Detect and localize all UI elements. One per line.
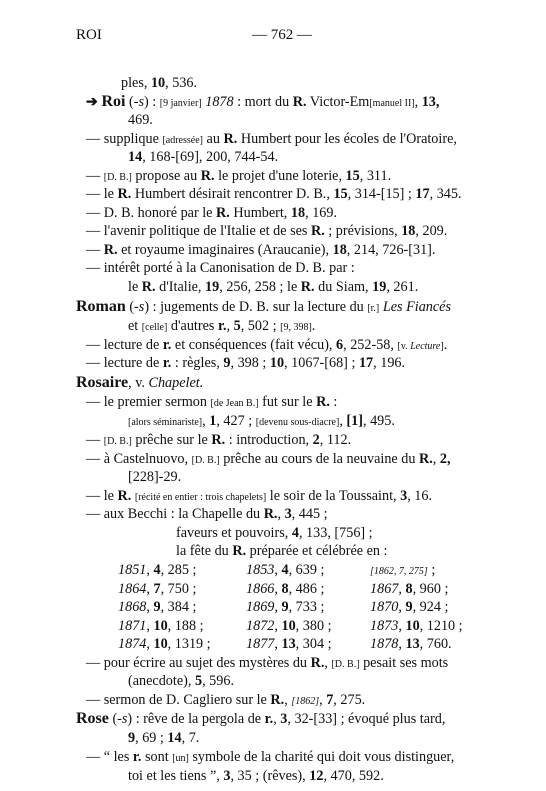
date-cell: 1869, 9, 733 ; xyxy=(246,599,325,616)
text-run: Humbert, xyxy=(229,205,291,221)
text-run: Humbert désirait rencontrer D. B., xyxy=(131,186,334,202)
text-run: , xyxy=(202,413,210,429)
index-line xyxy=(86,431,351,451)
text-run: , 214, 726-[31]. xyxy=(346,242,436,258)
text-run: , 16. xyxy=(407,488,433,504)
text-run: [D. B.] xyxy=(103,172,132,183)
text-run: R. xyxy=(316,394,330,410)
text-run: Lecture xyxy=(410,341,441,352)
text-run: et xyxy=(128,318,142,334)
date-cell: 1878, 13, 760. xyxy=(370,636,452,653)
text-run: — le xyxy=(86,488,118,504)
text-run: au xyxy=(202,131,224,147)
text-run: Humbert pour les écoles de l'Oratoire, xyxy=(237,131,457,147)
index-line xyxy=(86,204,337,222)
date-year: 1874 xyxy=(118,636,147,653)
index-line xyxy=(86,487,432,507)
text-run: — le premier sermon xyxy=(86,394,211,410)
text-run: Roman xyxy=(76,298,126,315)
date-volume: 8 xyxy=(405,580,413,597)
text-run: Chapelet. xyxy=(148,375,204,391)
text-run: : règles, xyxy=(171,355,224,371)
text-run: [228]-29. xyxy=(128,469,182,485)
text-run: 4 xyxy=(291,525,299,541)
date-cell: 1864, 7, 750 ; xyxy=(118,580,197,597)
date-volume: 13 xyxy=(281,636,296,653)
date-page: 733 ; xyxy=(295,599,325,616)
date-volume: 8 xyxy=(281,580,289,597)
index-line xyxy=(76,298,451,318)
index-line xyxy=(86,130,457,150)
date-volume: 9 xyxy=(405,599,413,616)
text-run: R. xyxy=(310,223,325,239)
text-run: ples, xyxy=(121,75,151,91)
date-year: 1851 xyxy=(118,562,147,578)
text-run: [de Jean B.] xyxy=(210,398,259,409)
text-run: . xyxy=(311,318,316,334)
text-run: 18 xyxy=(332,242,347,258)
date-page: 486 ; xyxy=(295,580,325,597)
text-run: (- xyxy=(125,299,139,315)
text-run: , 256, 258 ; le xyxy=(219,279,301,295)
date-year: 1871 xyxy=(118,617,147,634)
date-volume: 4 xyxy=(153,562,161,578)
index-line xyxy=(176,524,373,542)
text-run: R. xyxy=(200,168,215,184)
date-cell xyxy=(370,561,435,581)
text-run: ) : rêve de la pergola de xyxy=(127,711,265,727)
text-run: symbole de la charité qui doit vous distinguer, xyxy=(188,749,455,765)
text-run: — lecture de xyxy=(86,355,163,371)
date-volume: 10 xyxy=(281,617,296,634)
text-run: 17 xyxy=(358,355,374,371)
date-volume: 7 xyxy=(153,580,161,597)
date-page: 285 ; xyxy=(167,562,197,578)
text-run: la fête du xyxy=(176,543,233,559)
text-run: R. xyxy=(310,655,325,671)
index-line xyxy=(86,185,462,203)
text-run: 1878 xyxy=(205,94,234,110)
date-cell: 1868, 9, 384 ; xyxy=(118,599,197,616)
text-run: R. xyxy=(117,488,132,504)
text-run: — xyxy=(86,432,104,448)
text-run: Les Fiancés xyxy=(382,299,451,315)
text-run: 9 xyxy=(128,730,136,746)
text-run: s xyxy=(121,711,128,727)
text-run: , 470, 592. xyxy=(323,768,384,784)
text-run: — à Castelnuovo, xyxy=(86,451,192,467)
index-line xyxy=(86,393,337,413)
text-run: [1862] xyxy=(291,696,320,707)
text-run: , 69 ; xyxy=(135,730,168,746)
index-line xyxy=(121,74,197,92)
date-year: 1867 xyxy=(370,580,399,597)
date-page: 639 ; xyxy=(295,562,325,578)
text-run: fut sur le xyxy=(258,394,317,410)
index-line xyxy=(86,505,328,523)
text-run: — pour écrire au sujet des mystères du xyxy=(86,655,311,671)
text-run: (anecdote), xyxy=(128,673,195,689)
index-line xyxy=(86,336,447,356)
text-run: R. xyxy=(223,131,238,147)
date-year: 1869 xyxy=(246,599,275,616)
text-run: , 261. xyxy=(386,279,419,295)
text-run: — xyxy=(86,242,104,258)
text-run: ] xyxy=(440,341,444,352)
date-page: 384 ; xyxy=(167,599,197,616)
index-line xyxy=(128,672,234,690)
text-run: r. xyxy=(162,337,172,353)
date-year: 1866 xyxy=(246,580,275,597)
text-run: , 502 ; xyxy=(240,318,281,334)
text-run: (- xyxy=(125,94,139,110)
date-page: ; xyxy=(427,562,436,578)
date-cell: 1870, 9, 924 ; xyxy=(370,599,449,616)
text-run: le projet d'une loterie, xyxy=(214,168,346,184)
index-line xyxy=(128,111,153,129)
date-year: 1853 xyxy=(246,562,275,578)
date-cell: 1877, 13, 304 ; xyxy=(246,636,332,653)
text-run: [9 janvier] xyxy=(159,98,202,109)
date-page: 1319 ; xyxy=(174,636,211,653)
text-run: 3 xyxy=(280,711,288,727)
text-run: propose au xyxy=(131,168,201,184)
text-run: 19 xyxy=(205,279,220,295)
index-line xyxy=(176,542,388,560)
text-run: R. xyxy=(211,432,226,448)
text-run: , v. xyxy=(128,375,149,391)
text-run: , 314-[15] ; xyxy=(347,186,416,202)
text-run: [D. B.] xyxy=(331,659,360,670)
text-run: ; prévisions, xyxy=(324,223,402,239)
text-run: , xyxy=(432,451,440,467)
date-volume: 10 xyxy=(153,617,168,634)
text-run: du Siam, xyxy=(314,279,373,295)
text-run: — supplique xyxy=(86,131,163,147)
text-run: 3 xyxy=(400,488,408,504)
date-volume: 4 xyxy=(281,562,289,578)
text-run: 1 xyxy=(209,413,217,429)
index-line xyxy=(76,374,203,392)
text-run: — xyxy=(86,168,104,184)
index-line xyxy=(86,222,447,240)
text-run: R. xyxy=(103,242,118,258)
text-run: r. xyxy=(217,318,227,334)
date-year: 1870 xyxy=(370,599,399,616)
text-run: R. xyxy=(141,279,156,295)
text-run: 2 xyxy=(312,432,320,448)
date-cell: 1851, 4, 285 ; xyxy=(118,562,197,578)
text-run: 12 xyxy=(309,768,324,784)
text-run: — intérêt porté à la Canonisation de D. B. par : xyxy=(86,260,355,276)
text-run: 2, xyxy=(439,451,451,467)
index-line xyxy=(128,317,315,337)
text-run: , 536. xyxy=(165,75,198,91)
text-run: 15 xyxy=(345,168,360,184)
text-run: pesait ses mots xyxy=(359,655,449,671)
text-run: , 495. xyxy=(362,413,395,429)
text-run: 13, xyxy=(421,94,440,110)
index-line xyxy=(86,241,435,259)
text-run: (- xyxy=(108,711,122,727)
text-run: ) : xyxy=(143,94,160,110)
text-run: , xyxy=(226,318,234,334)
text-run: prêche au cours de la neuvaine du xyxy=(219,451,419,467)
text-run: 6 xyxy=(336,337,344,353)
text-run: 10 xyxy=(150,75,166,91)
text-run: . xyxy=(443,337,448,353)
text-run: [D. B.] xyxy=(191,455,220,466)
date-year: 1877 xyxy=(246,636,275,653)
text-run: — lecture de xyxy=(86,337,163,353)
text-run: , 596. xyxy=(202,673,234,689)
text-run: , 7. xyxy=(181,730,200,746)
text-run: — aux Becchi : la Chapelle du xyxy=(86,506,264,522)
text-run: — l'avenir politique de l'Italie et de ses xyxy=(86,223,311,239)
index-line xyxy=(86,93,439,113)
index-line xyxy=(128,278,418,296)
text-run: 5 xyxy=(194,673,203,689)
text-run: [v. xyxy=(397,341,411,352)
text-run: Victor-Em xyxy=(306,94,370,110)
date-page: 304 ; xyxy=(302,636,332,653)
date-bracket: [1862, 7, 275] xyxy=(370,566,428,577)
text-run: r. xyxy=(132,749,142,765)
date-year: 1868 xyxy=(118,599,147,616)
text-run: , xyxy=(339,413,347,429)
date-cell: 1873, 10, 1210 ; xyxy=(370,617,463,634)
text-run: , 168-[69], 200, 744-54. xyxy=(142,149,279,165)
date-year: 1873 xyxy=(370,617,399,634)
text-run: , 133, [756] ; xyxy=(298,525,373,541)
date-cell: 1853, 4, 639 ; xyxy=(246,562,325,578)
text-run: r. xyxy=(264,711,274,727)
text-run: , 445 ; xyxy=(291,506,328,522)
text-run: [r.] xyxy=(367,303,380,314)
text-run: s xyxy=(138,299,145,315)
text-run: ➔ xyxy=(86,94,102,110)
text-run: ) : jugements de D. B. sur la lecture du xyxy=(144,299,368,315)
date-page: 760. xyxy=(426,636,452,653)
text-run: , xyxy=(324,655,332,671)
text-run: R. xyxy=(300,279,315,295)
date-page: 1210 ; xyxy=(426,617,463,634)
text-run: [manuel II] xyxy=(369,98,415,109)
date-cell: 1874, 10, 1319 ; xyxy=(118,636,211,653)
text-run: , 311. xyxy=(359,168,392,184)
text-run: , xyxy=(414,94,422,110)
text-run: [1] xyxy=(346,413,363,429)
date-cell: 1871, 10, 188 ; xyxy=(118,617,204,634)
index-line xyxy=(128,412,395,432)
date-volume: 10 xyxy=(153,636,168,653)
index-line xyxy=(86,167,391,187)
date-page: 750 ; xyxy=(167,580,197,597)
text-run: Roi xyxy=(101,93,126,110)
text-run: préparée et célébrée en : xyxy=(246,543,388,559)
text-run: [devenu sous-diacre] xyxy=(255,417,340,428)
text-run: 9 xyxy=(223,355,231,371)
date-volume: 13 xyxy=(405,636,420,653)
index-line xyxy=(86,691,365,711)
text-run: R. xyxy=(270,692,285,708)
text-run: 3 xyxy=(284,506,292,522)
index-line xyxy=(86,654,448,674)
text-run: , xyxy=(273,711,281,727)
text-run: , 345. xyxy=(429,186,462,202)
text-run: , 1067-[68] ; xyxy=(284,355,359,371)
text-run: 18 xyxy=(290,205,306,221)
running-head: ROI xyxy=(76,27,102,43)
text-run: , 252-58, xyxy=(343,337,398,353)
text-run: : introduction, xyxy=(225,432,313,448)
text-run: et royaume imaginaires (Araucanie), xyxy=(117,242,333,258)
date-volume: 9 xyxy=(281,599,289,616)
date-page: 960 ; xyxy=(419,580,449,597)
text-run: [récité en entier : trois chapelets] xyxy=(134,492,267,503)
page-number: — 762 — xyxy=(252,27,312,43)
index-line xyxy=(128,767,384,785)
text-run: d'autres xyxy=(167,318,218,334)
index-line xyxy=(76,710,445,728)
text-run: , xyxy=(284,692,292,708)
text-run: 15 xyxy=(333,186,348,202)
date-page: 188 ; xyxy=(174,617,204,634)
text-run: 7 xyxy=(326,692,334,708)
date-year: 1872 xyxy=(246,617,275,634)
text-run: 14 xyxy=(167,730,182,746)
text-run: faveurs et pouvoirs, xyxy=(176,525,292,541)
text-run: toi et les tiens ”, xyxy=(128,768,224,784)
date-cell: 1866, 8, 486 ; xyxy=(246,580,325,597)
index-line xyxy=(128,148,278,166)
index-line xyxy=(128,729,199,747)
date-year: 1878 xyxy=(370,636,399,653)
text-run: 17 xyxy=(415,186,430,202)
text-run: , 112. xyxy=(319,432,352,448)
text-run: , 398 ; xyxy=(230,355,270,371)
date-volume: 9 xyxy=(153,599,161,616)
text-run: [9, 398] xyxy=(280,322,312,333)
date-cell: 1867, 8, 960 ; xyxy=(370,580,449,597)
text-run: 3 xyxy=(223,768,231,784)
text-run: le soir de la Toussaint, xyxy=(266,488,401,504)
index-line xyxy=(128,468,181,486)
text-run: R. xyxy=(292,94,307,110)
text-run: prêche sur le xyxy=(131,432,212,448)
text-run: 469. xyxy=(128,112,153,128)
text-run: , 275. xyxy=(333,692,366,708)
text-run: — sermon de D. Cagliero sur le xyxy=(86,692,271,708)
text-run: , 169. xyxy=(305,205,338,221)
text-run: s xyxy=(138,94,144,110)
text-run: [D. B.] xyxy=(103,436,132,447)
text-run: sont xyxy=(141,749,173,765)
text-run: — le xyxy=(86,186,118,202)
index-line xyxy=(86,450,451,470)
text-run: , 196. xyxy=(373,355,406,371)
text-run: 5 xyxy=(233,318,241,334)
index-line xyxy=(86,259,355,277)
text-run: , 32-[33] ; évoqué plus tard, xyxy=(287,711,446,727)
text-run: : xyxy=(329,394,338,410)
text-run: r. xyxy=(162,355,172,371)
text-run: R. xyxy=(263,506,278,522)
date-year: 1864 xyxy=(118,580,147,597)
text-run: [adressée] xyxy=(162,135,203,146)
text-run: , 209. xyxy=(415,223,448,239)
text-run: R. xyxy=(216,205,230,221)
text-run: , 427 ; xyxy=(216,413,256,429)
text-run: Rose xyxy=(76,710,109,727)
text-run: 19 xyxy=(372,279,387,295)
date-volume: 10 xyxy=(405,617,420,634)
date-page: 380 ; xyxy=(302,617,332,634)
text-run: le xyxy=(128,279,142,295)
text-run: R. xyxy=(232,543,247,559)
text-run: [celle] xyxy=(141,322,168,333)
index-line xyxy=(86,748,454,768)
text-run: R. xyxy=(419,451,433,467)
text-run: 10 xyxy=(269,355,285,371)
text-run: et conséquences (fait vécu), xyxy=(171,337,337,353)
text-run: , 35 ; (rêves), xyxy=(230,768,310,784)
text-run: [alors séminariste] xyxy=(128,417,203,428)
text-run: Rosaire xyxy=(76,374,129,391)
date-cell: 1872, 10, 380 ; xyxy=(246,617,332,634)
text-run: 18 xyxy=(401,223,416,239)
text-run: R. xyxy=(117,186,132,202)
date-page: 924 ; xyxy=(419,599,449,616)
text-run: — D. B. honoré par le xyxy=(86,205,217,221)
text-run: — “ les xyxy=(86,749,133,765)
text-run: 14 xyxy=(128,149,143,165)
text-run: , xyxy=(277,506,285,522)
text-run: , xyxy=(319,692,327,708)
text-run: [un] xyxy=(172,753,189,764)
index-line xyxy=(86,354,405,372)
text-run: d'Italie, xyxy=(155,279,206,295)
text-run: : mort du xyxy=(233,94,293,110)
